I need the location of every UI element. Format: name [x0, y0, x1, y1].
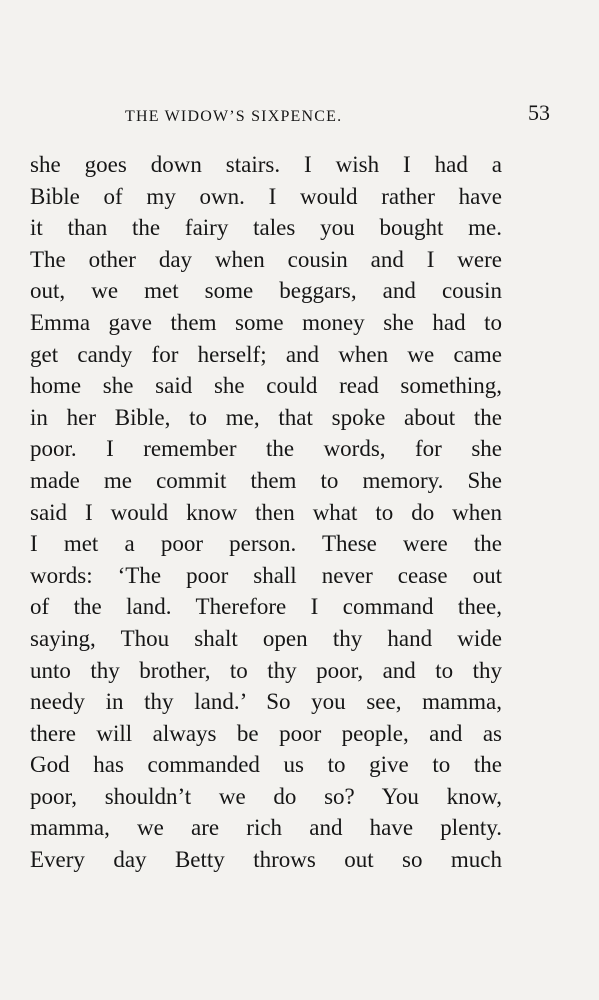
text-line: Emma gave them some money she had to	[30, 309, 502, 335]
body-text	[30, 149, 502, 876]
text-line: in her Bible, to me, that spoke about the	[30, 404, 502, 430]
text-line: needy in thy land.’ So you see, mamma,	[30, 689, 502, 715]
text-line: out, we met some beggars, and cousin	[30, 278, 502, 304]
text-line: saying, Thou shalt open thy hand wide	[30, 625, 502, 651]
text-line: of the land. Therefore I command thee,	[30, 594, 502, 620]
text-line: poor. I remember the words, for she	[30, 436, 502, 462]
text-line: made me commit them to memory. She	[30, 467, 502, 493]
text-line: mamma, we are rich and have plenty.	[30, 815, 502, 841]
text-line: it than the fairy tales you bought me.	[30, 215, 502, 241]
text-line: I met a poor person. These were the	[30, 531, 502, 557]
text-line: God has commanded us to give to the	[30, 752, 502, 778]
text-line: unto thy brother, to thy poor, and to thy	[30, 657, 502, 683]
text-line: home she said she could read something,	[30, 373, 502, 399]
text-line: get candy for herself; and when we came	[30, 341, 502, 367]
text-line: words: ‘The poor shall never cease out	[30, 562, 502, 588]
text-line: she goes down stairs. I wish I had a	[30, 152, 502, 177]
text-line: Bible of my own. I would rather have	[30, 183, 502, 209]
text-line: The other day when cousin and I were	[30, 246, 502, 272]
running-title: THE WIDOW’S SIXPENCE.	[125, 108, 343, 125]
text-line: said I would know then what to do when	[30, 499, 502, 525]
text-line: Every day Betty throws out so much	[30, 847, 502, 873]
page-number: 53	[528, 100, 550, 125]
running-header	[30, 100, 550, 130]
text-line: there will always be poor people, and as	[30, 720, 502, 746]
text-line: poor, shouldn’t we do so? You know,	[30, 783, 502, 809]
